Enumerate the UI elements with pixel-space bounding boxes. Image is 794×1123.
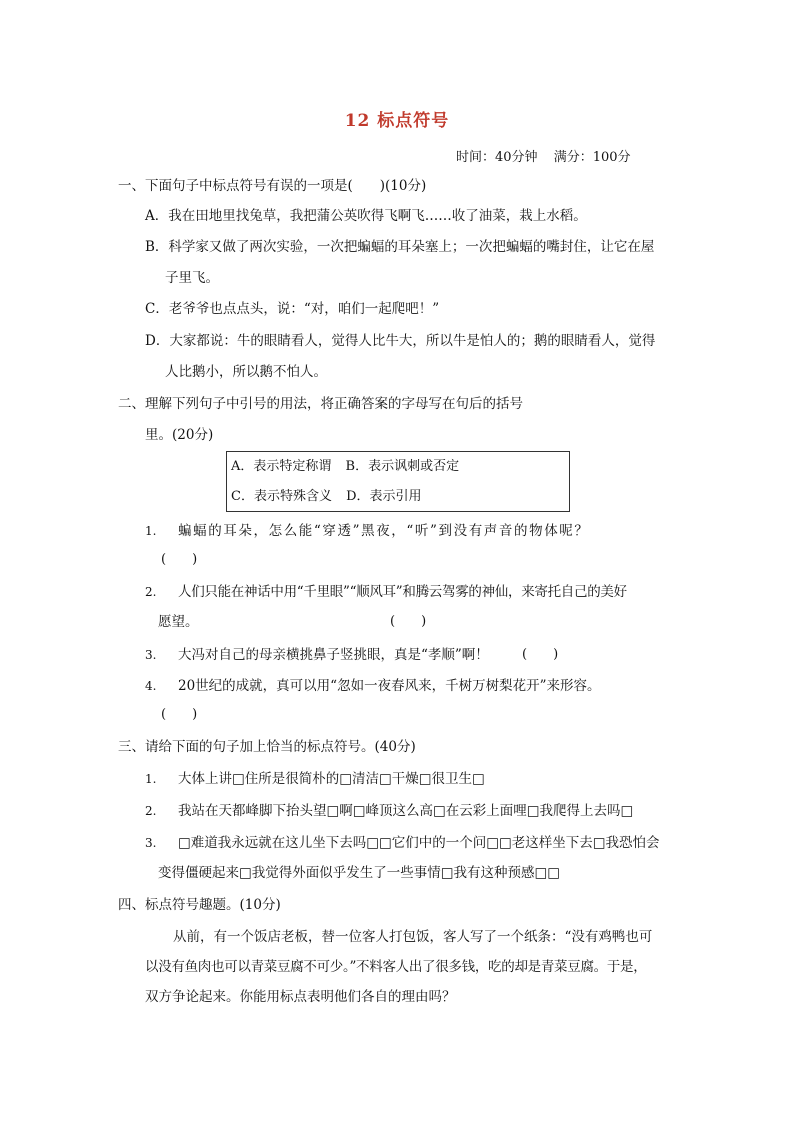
q3-item-1-text: 大体上讲□住所是很简朴的□清洁□干燥□很卫生□ [178,771,485,787]
section-2-heading-line1: 二、理解下列句子中引号的用法，将正确答案的字母写在句后的括号 [118,396,523,412]
section-4-heading: 四、标点符号趣题。(10分) [118,897,281,913]
section-1-heading: 一、下面句子中标点符号有误的一项是( )(10分) [118,178,427,194]
page-title: 12 标点符号 [344,111,450,131]
box-row-2 [231,488,432,506]
full-score: 满分：100分 [553,150,631,165]
q3-item-2-number: 2. [145,804,157,818]
q2-item-2-text-line2: 愿望。 [158,614,199,630]
box-option-c: C．表示特殊含义 [231,489,332,504]
q4-passage-line2: 以没有鱼肉也可以青菜豆腐不可少。”不料客人出了很多钱，吃的却是青菜豆腐。于是， [145,959,647,975]
q2-item-1-text: 蝙蝠的耳朵，怎么能“穿透”黑夜，“听”到没有声音的物体呢？ [178,523,590,539]
q3-item-2-text: 我站在天都峰脚下抬头望□啊□峰顶这么高□在云彩上面哩□我爬得上去吗□ [178,803,634,819]
q2-item-1-answer-blank[interactable]: ( ) [161,552,198,567]
section-2-heading-line2: 里。(20分) [145,427,214,443]
answer-options-box [226,451,570,512]
q2-item-1-number: 1. [145,524,157,538]
q2-item-4-text: 20世纪的成就，真可以用“忽如一夜春风来，千树万树梨花开”来形容。 [178,678,601,694]
q2-item-2-text-line1: 人们只能在神话中用“千里眼”“顺风耳”和腾云驾雾的神仙，来寄托自己的美好 [178,584,627,600]
q3-item-1-number: 1. [145,772,157,786]
q3-item-3-number: 3. [145,836,157,850]
section-3-heading: 三、请给下面的句子加上恰当的标点符号。(40分) [118,739,416,755]
q1-option-c: C．老爷爷也点点头，说：“对，咱们一起爬吧！” [145,301,440,317]
box-option-a: A．表示特定称谓 [231,459,332,474]
q3-item-3-text-line2: 变得僵硬起来□我觉得外面似乎发生了一些事情□我有这种预感□□ [158,865,561,881]
q2-item-2-number: 2. [145,585,157,599]
q2-item-3-answer-blank[interactable]: ( ) [522,647,559,662]
time-limit: 时间：40分钟 [456,150,538,165]
q4-passage [145,922,685,1012]
q1-option-d-line1: D．大家都说：牛的眼睛看人，觉得人比牛大，所以牛是怕人的；鹅的眼睛看人，觉得 [145,333,656,349]
q1-option-b-line2: 子里飞。 [165,270,219,286]
q4-passage-line3: 双方争论起来。你能用标点表明他们各自的理由吗？ [145,989,456,1005]
q3-item-3-text-line1: □难道我永远就在这儿坐下去吗□□它们中的一个问□□老这样坐下去□我恐怕会 [178,835,660,851]
q1-option-a: A．我在田地里找兔草，我把蒲公英吹得飞啊飞……收了油菜，栽上水稻。 [145,208,587,224]
box-row-1 [231,458,469,476]
q4-passage-line1: 从前，有一个饭店老板，替一位客人打包饭，客人写了一个纸条：“没有鸡鸭也可 [173,929,653,945]
q1-option-d-line2: 人比鹅小，所以鹅不怕人。 [165,364,327,380]
q2-item-2-answer-blank[interactable]: ( ) [390,614,427,629]
q2-item-4-answer-blank[interactable]: ( ) [161,707,198,722]
box-option-b: B．表示讽刺或否定 [345,459,460,474]
q2-item-3-text: 大冯对自己的母亲横挑鼻子竖挑眼，真是“孝顺”啊！ [178,647,489,663]
time-score-info [456,146,643,165]
q2-item-4-number: 4. [145,679,157,693]
q1-option-b-line1: B．科学家又做了两次实验，一次把蝙蝠的耳朵塞上；一次把蝙蝠的嘴封住，让它在屋 [145,239,655,255]
q2-item-3-number: 3. [145,648,157,662]
box-option-d: D．表示引用 [346,489,422,504]
